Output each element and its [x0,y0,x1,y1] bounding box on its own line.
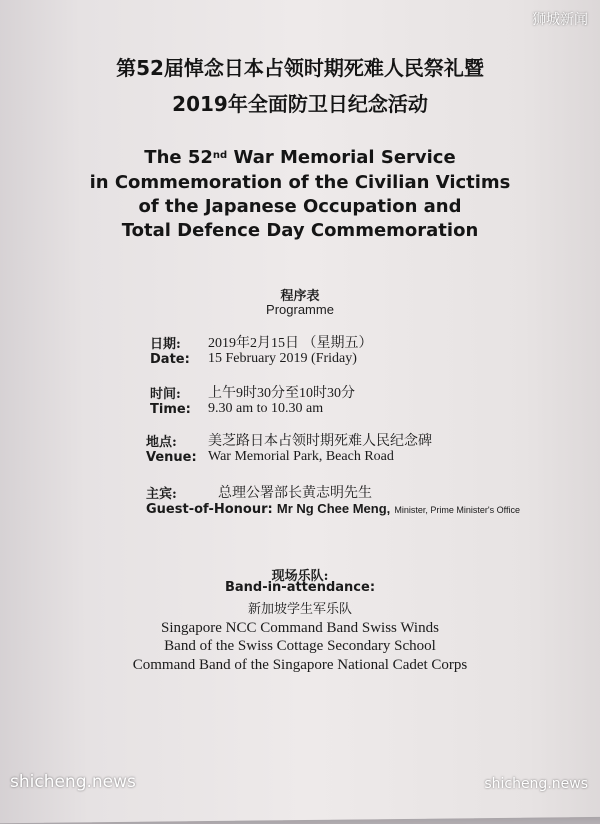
band-line-3: Command Band of the Singapore National Cadet Corps [132,657,468,673]
guest-cn-value: 总理公署部长黄志明先生 [218,486,372,501]
band-name-cn: 新加坡学生军乐队 [247,602,352,617]
band-line-2: Band of the Swiss Cottage Secondary School [164,638,436,654]
time-cn-row [150,383,181,402]
time-en-label: Time: [150,402,191,417]
chinese-title-line-1: 第52届悼念日本占领时期死难人民祭礼暨 [116,56,484,80]
programme-heading-cn: 程序表 [280,289,320,304]
title-ordinal: The 52 [144,147,213,168]
guest-en-value: Mr Ng Chee Meng, [276,501,391,516]
venue-cn-row [146,431,177,450]
guest-en-label: Guest-of-Honour: [146,502,273,517]
title-ordinal-suffix: nd [212,150,228,161]
date-en-label: Date: [150,352,190,367]
date-cn-value-row [208,332,373,352]
guest-cn-value-row [218,482,372,502]
english-title-line-2: in Commemoration of the Civilian Victims [89,172,511,193]
band-heading-cn: 现场乐队: [271,569,329,584]
date-cn-row [150,333,181,352]
band-line-1: Singapore NCC Command Band Swiss Winds [161,620,439,636]
date-cn-label: 日期: [150,337,181,352]
venue-en-value-row [208,449,394,465]
venue-en-label: Venue: [146,450,197,465]
venue-en-row [146,450,197,465]
band-heading-en: Band-in-attendance: [224,580,376,595]
chinese-title-line-2: 2019年全面防卫日纪念活动 [172,92,428,116]
time-en-value: 9.30 am to 10.30 am [208,401,324,416]
date-en-value: 15 February 2019 (Friday) [208,351,357,366]
guest-cn-row [146,483,177,502]
time-en-row [150,402,191,417]
guest-en-row [146,501,520,517]
title-service: War Memorial Service [233,147,456,168]
date-en-value-row [208,351,357,367]
time-cn-label: 时间: [150,387,181,402]
english-title-line-1 [0,145,600,170]
time-cn-value-row [208,382,355,402]
venue-cn-value-row [208,430,432,450]
guest-en-title: Minister, Prime Minister's Office [394,505,520,515]
time-cn-value: 上午9时30分至10时30分 [208,386,355,401]
watermark-bottom-right: shicheng.news [484,776,588,792]
time-en-value-row [208,401,323,417]
date-cn-value: 2019年2月15日 （星期五） [208,336,373,351]
venue-en-value: War Memorial Park, Beach Road [208,449,394,464]
english-title-line-3: of the Japanese Occupation and [138,196,462,217]
watermark-bottom-left: shicheng.news [10,772,136,792]
guest-cn-label: 主宾: [146,487,177,502]
english-title-line-4: Total Defence Day Commemoration [121,220,479,241]
venue-cn-label: 地点: [146,435,177,450]
programme-heading-en: Programme [266,302,334,317]
date-en-row [150,352,190,367]
venue-cn-value: 美芝路日本占领时期死难人民纪念碑 [208,434,432,449]
watermark-top-right: 狮城新闻 [532,12,588,28]
